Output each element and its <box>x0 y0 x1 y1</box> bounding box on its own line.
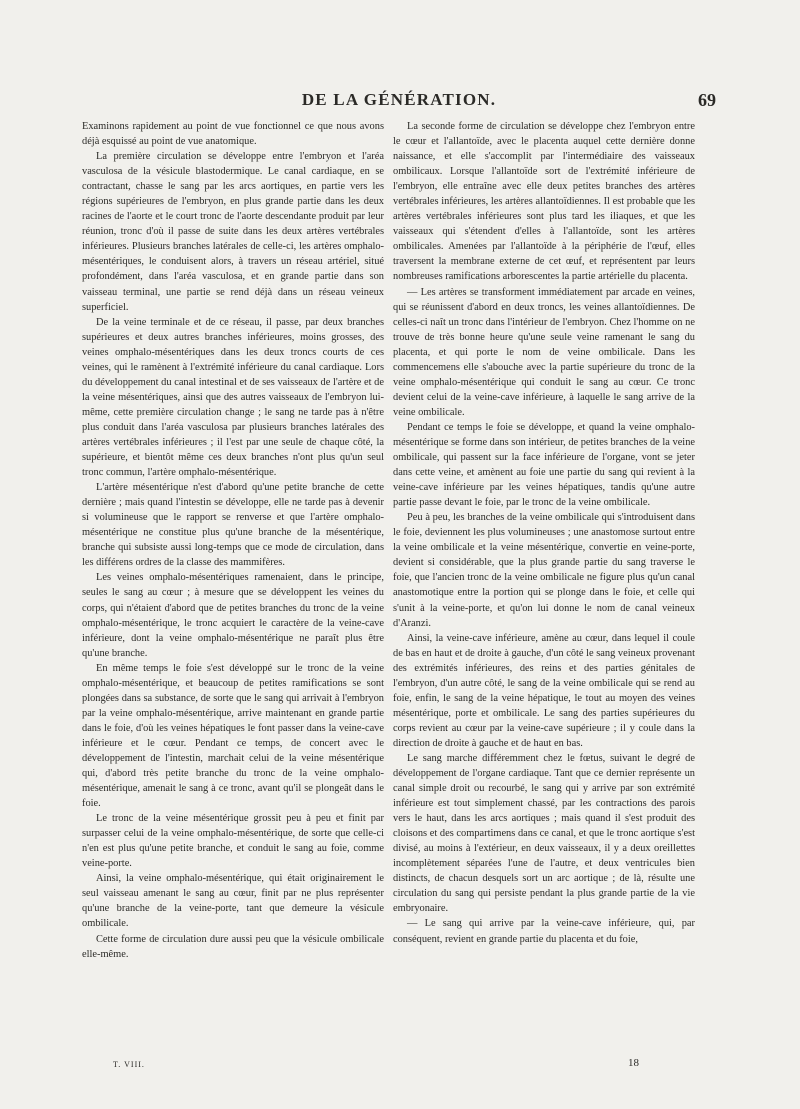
paragraph: — Les artères se transforment immédiatement par arcade en veines, qui se réunissent d'abord en deux troncs, les veines allantoïdiennes. De celles-ci naît un tronc dans l'intérieur de l'embryon. Chez l'homme on ne trouve de très bonne heure qu'une seule veine ramenant le sang du placenta, et qui porte le nom de veine ombilicale. Dans les commencemens elle s'abouche avec la partie supérieure du tronc de la veine omphalo-mésentérique qui conduit le sang au cœur. Ce tronc devient celui de la veine-cave inférieure, à laquelle le sang arrive de la veine ombilicale. <box>393 286 695 418</box>
paragraph: La seconde forme de circulation se développe chez l'embryon entre le cœur et l'allantoïde, avec le placenta auquel cette dernière donne naissance, et elle s'accomplit par l'intermédiaire des vaisseaux ombilicaux. Lorsque l'allantoïde sort de l'extrémité inférieure de l'embryon, elle entraîne avec elle deux petites branches des artères vertébrales inférieures, les artères allantoïdiennes. Il est probable que les artères vertébrales inférieures sont plus tard les iliaques, et que les vaisseaux qui s'étendent d'elles à l'allantoïde, sont les artères ombilicales. Amenées par l'allantoïde à la périphérie de l'œuf, elles traversent la membrane externe de cet œuf, et représentent par leurs nombreuses ramifications arborescentes la partie artérielle du placenta. <box>393 121 695 283</box>
page-title: DE LA GÉNÉRATION. <box>301 90 497 109</box>
paragraph: Le sang marche différemment chez le fœtus, suivant le degré de développement de l'organe cardiaque. Tant que ce dernier représente un canal simple droit ou recourbé, le sang qui y arrive par son extrémité inférieure est tout simplement chassé, par les contractions des parois vers le haut, dans les arcs aortiques ; mais quand il s'est produit des cloisons et des compartimens dans ce canal, et que le tronc aortique s'est divisé, au moins à l'extérieur, en deux vaisseaux, il y a deux oreillettes incomplètement séparées l'une de l'autre, et deux ventricules bien distincts, de chacun desquels sort un arc aortique ; de là, résulte une circulation du sang qui persiste pendant la plus grande partie de la vie embryonaire. <box>393 752 695 915</box>
signature-mark: 18 <box>628 1057 639 1069</box>
volume-mark: T. VIII. <box>113 1060 145 1069</box>
paragraph: Les veines omphalo-mésentériques ramenaient, dans le principe, seules le sang au cœur ; à mesure que se développent les veines du corps, qui n'étaient d'abord que de petites branches du tronc de la veine omphalo-mésentérique, le tronc acquiert le caractère de la veine-cave inférieure, dont la veine omphalo-mésentérique ne paraît plus être qu'une branche. <box>82 572 384 659</box>
running-header <box>82 90 716 116</box>
page-number: 69 <box>698 90 716 110</box>
paragraph: Peu à peu, les branches de la veine ombilicale qui s'introduisent dans le foie, deviennent les plus volumineuses ; une anastomose surtout entre la veine ombilicale et la veine mésentérique, convertie en veine-porte, devient si considérable, que la plus grande partie du sang traverse le foie, que l'ancien tronc de la veine ombilicale ne figure plus qu'un canal anastomotique entre la portion qui se plonge dans le foie, et celle qui s'unit à la veine-porte, et qu'on lui donne le nom de canal veineux d'Aranzi. <box>393 512 695 629</box>
paragraph: Le tronc de la veine mésentérique grossit peu à peu et finit par surpasser celui de la veine omphalo-mésentérique, de sorte que celle-ci n'en est plus qu'une petite branche, et conduit le sang au foie, comme veine-porte. <box>82 813 384 870</box>
paragraph: Cette forme de circulation dure aussi peu que la vésicule ombilicale elle-même. <box>82 933 384 960</box>
paragraph: Examinons rapidement au point de vue fonctionnel ce que nous avons déjà esquissé au point de vue anatomique. <box>82 121 384 148</box>
paragraph: Ainsi, la veine omphalo-mésentérique, qui était originairement le seul vaisseau amenant le sang au cœur, finit par ne plus représenter qu'une branche de la veine-porte, tant que demeure la vésicule ombilicale. <box>82 873 384 930</box>
right-column <box>393 119 695 947</box>
paragraph: La première circulation se développe entre l'embryon et l'aréa vasculosa de la vésicule blastodermique. Le canal cardiaque, en se contractant, chasse le sang par les arcs aortiques, en partie vers les régions supérieures de l'embryon, en plus grande partie dans les deux racines de l'aorte et le court tronc de l'aorte descendante produit par leur réunion, tronc d'où il passe de suite dans les deux artères vertébrales inférieures. Plusieurs branches latérales de celle-ci, les artères omphalo-mésentériques, le conduisent alors, à travers un réseau artériel, situé profondément, dans l'aréa vasculosa, et en grande partie dans son vaisseau terminal, une partie se rend déjà dans un réseau veineux superficiel. <box>82 151 384 313</box>
paragraph: Pendant ce temps le foie se développe, et quand la veine omphalo-mésentérique se forme dans son intérieur, de petites branches de la veine ombilicale, qui passent sur la face inférieure de l'organe, vont se jeter dans cette veine, et amènent au foie une partie du sang qui revient à la veine-cave inférieure par les veines hépatiques, tandis qu'une autre partie passe devant le foie, par le tronc de la veine ombilicale. <box>393 421 695 509</box>
left-column <box>82 119 384 962</box>
paragraph: De la veine terminale et de ce réseau, il passe, par deux branches supérieures et deux autres branches inférieures, moins grosses, des veines omphalo-mésentériques dans les deux troncs courts de ces veines, qui le ramènent à l'extrémité inférieure du canal cardiaque. Lors du développement du canal intestinal et de ses vaisseaux de l'artère et de la veine mésentériques, ainsi que des autres vaisseaux de l'embryon lui-même, cette première circulation change ; le sang ne tarde pas à n'être plus conduit dans l'aréa vasculosa par plusieurs branches latérales des artères vertébrales inférieures ; il l'est par une seule de chaque côté, la supérieure, et bientôt même ces deux branches n'ont plus qu'un seul tronc commun, l'artère omphalo-mésentérique. <box>82 316 384 479</box>
paragraph: Ainsi, la veine-cave inférieure, amène au cœur, dans lequel il coule de bas en haut et de droite à gauche, d'un côté le sang veineux provenant des extrémités inférieures, des reins et des parties génitales de l'embryon, d'un autre côté, le sang de la veine ombilicale qui se rend au foie, enfin, le sang de la veine hépatique, le tout au moyen des veines mésentérique, porte et ombilicale. Le sang des parties supérieures du corps revient au cœur par la veine-cave supérieure ; il y coule dans la direction de droite à gauche et de haut en bas. <box>393 632 695 749</box>
paragraph: En même temps le foie s'est développé sur le tronc de la veine omphalo-mésentérique, et beaucoup de petites ramifications se sont plongées dans sa substance, de sorte que le sang qui arrivait à l'embryon par la veine omphalo-mésentérique, arrive maintenant en grande partie dans le foie, d'où les veines hépatiques le font passer dans la veine-cave inférieure et le cœur. Pendant ce temps, de concert avec le développement de l'intestin, marchait celui de la veine mésentérique qui, d'abord très petite branche du tronc de la veine omphalo-mésentérique, amenait le sang à ce tronc, avant qu'il se plongeât dans le foie. <box>82 662 384 810</box>
paragraph: — Le sang qui arrive par la veine-cave inférieure, qui, par conséquent, revient en grande partie du placenta et du foie, <box>393 918 695 945</box>
paragraph: L'artère mésentérique n'est d'abord qu'une petite branche de cette dernière ; mais quand l'intestin se développe, elle ne tarde pas à devenir si volumineuse que le rapport se renverse et que l'artère omphalo-mésentérique ne constitue plus qu'une branche de la mésentérique, branche qui subsiste aussi long-temps que ce mode de circulation, dans les différens ordres de la classe des mammifères. <box>82 482 384 569</box>
